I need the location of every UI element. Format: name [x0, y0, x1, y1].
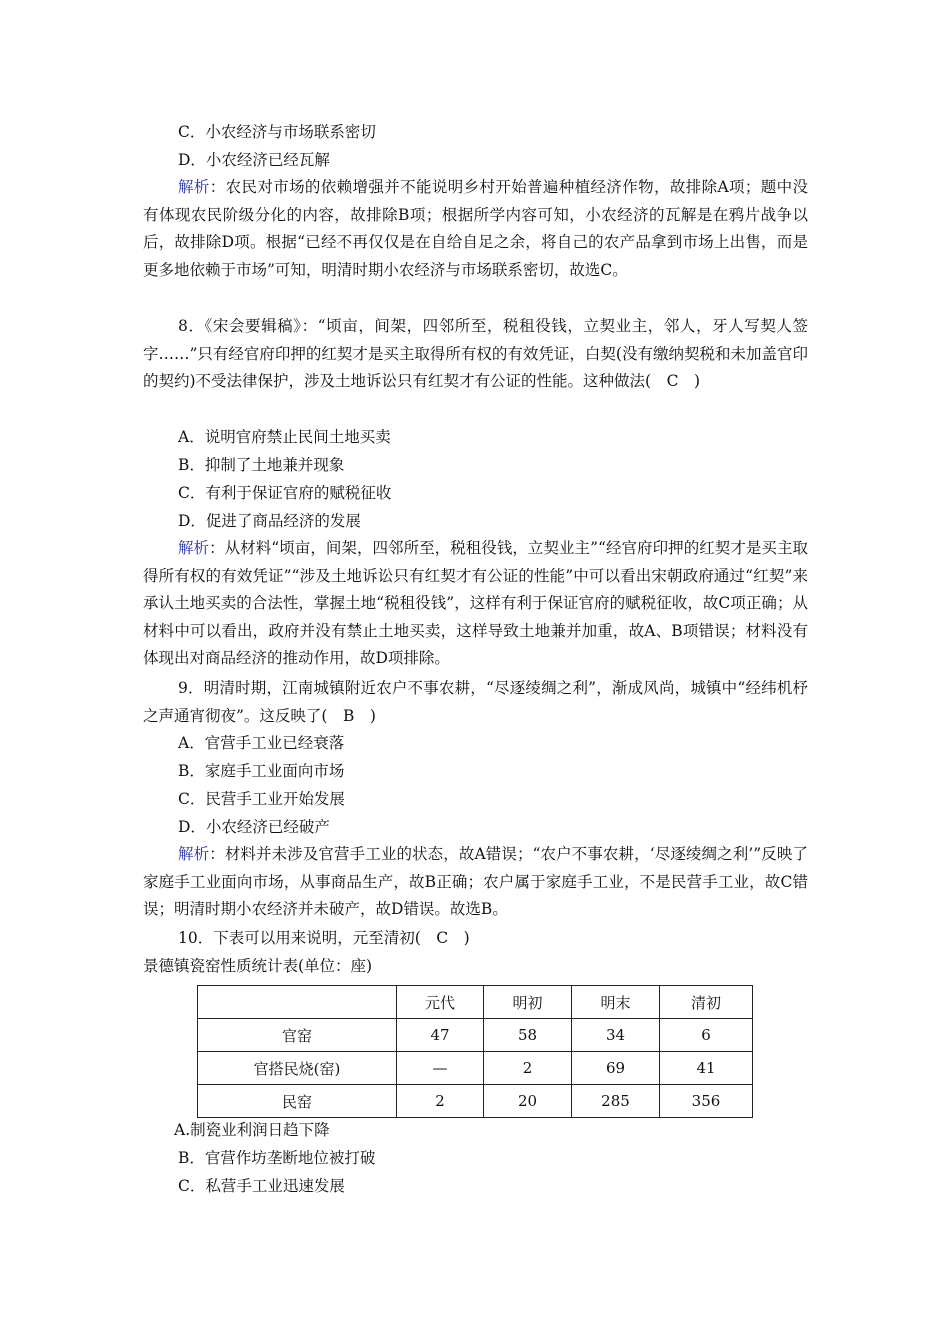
- table-header-cell: 明末: [572, 986, 660, 1019]
- q8-stem: 8．《宋会要辑稿》：“顷亩，间架，四邻所至，税租役钱，立契业主，邻人，牙人写契人签字……”只有经官府印押的红契才是买主取得所有权的有效凭证，白契(没有缴纳契税和未加盖官印的契约)不受法律保护，涉及土地诉讼只有红契才有公证的性能。这种做法( C ): [143, 317, 808, 390]
- table-header-cell: 清初: [660, 986, 753, 1019]
- q9-analysis: [143, 841, 808, 924]
- q9-option-d: D．小农经济已经破产: [178, 818, 330, 836]
- analysis-text: ：材料并未涉及官营手工业的状态，故A错误；“农户不事农耕，‘尽逐绫绸之利’”反映了家庭手工业面向市场，从事商品生产，故B正确；农户属于家庭手工业，不是民营手工业，故C错误；明清时期小农经济并未破产，故D错误。故选B。: [143, 845, 808, 918]
- q8-analysis: [143, 535, 808, 673]
- table-cell: 34: [572, 1019, 660, 1052]
- table-cell: 69: [572, 1052, 660, 1085]
- q7-analysis: [143, 174, 808, 284]
- q9-option-c: C．民营手工业开始发展: [178, 790, 345, 808]
- q10-option-c: C．私营手工业迅速发展: [178, 1177, 345, 1195]
- table-row: [198, 1085, 753, 1118]
- table-cell: 285: [572, 1085, 660, 1118]
- q8-option-a: A．说明官府禁止民间土地买卖: [178, 428, 391, 446]
- q9-option-a: A．官营手工业已经衰落: [178, 734, 345, 752]
- table-cell: 47: [397, 1019, 484, 1052]
- table-row: [198, 1019, 753, 1052]
- table-cell: 民窑: [198, 1085, 397, 1118]
- table-cell: 41: [660, 1052, 753, 1085]
- analysis-label: 解析: [178, 539, 210, 557]
- q7-option-c: C．小农经济与市场联系密切: [178, 123, 376, 141]
- table-title: 景德镇瓷窑性质统计表(单位：座): [143, 957, 373, 975]
- table-cell: 2: [484, 1052, 572, 1085]
- q9-stem: 9．明清时期，江南城镇附近农户不事农耕，“尽逐绫绸之利”，渐成风尚，城镇中“经纬机杼之声通宵彻夜”。这反映了( B ): [143, 679, 808, 725]
- q8-option-b: B．抑制了土地兼并现象: [178, 456, 345, 474]
- analysis-text: ：从材料“顷亩，间架，四邻所至，税租役钱，立契业主”“经官府印押的红契才是买主取得所有权的有效凭证”“涉及土地诉讼只有红契才有公证的性能”中可以看出宋朝政府通过“红契”来承认土地买卖的合法性，掌握土地“税租役钱”，这样有利于保证官府的赋税征收，故C项正确；从材料中可以看出，政府并没有禁止土地买卖，这样导致土地兼并加重，故A、B项错误；材料没有体现出对商品经济的推动作用，故D项排除。: [143, 539, 808, 667]
- q10-stem: 10．下表可以用来说明，元至清初( C ): [178, 929, 470, 947]
- q10-option-b: B．官营作坊垄断地位被打破: [178, 1149, 376, 1167]
- kiln-statistics-table: [197, 985, 753, 1118]
- analysis-label: 解析: [178, 845, 210, 863]
- table-header-row: [198, 986, 753, 1019]
- table-cell: 官窑: [198, 1019, 397, 1052]
- q7-option-d: D．小农经济已经瓦解: [178, 151, 330, 169]
- table-cell: 6: [660, 1019, 753, 1052]
- table-header-cell: 元代: [397, 986, 484, 1019]
- analysis-text: ：农民对市场的依赖增强并不能说明乡村开始普遍种植经济作物，故排除A项；题中没有体现农民阶级分化的内容，故排除B项；根据所学内容可知，小农经济的瓦解是在鸦片战争以后，故排除D项。根据“已经不再仅仅是在自给自足之余，将自己的农产品拿到市场上出售，而是更多地依赖于市场”可知，明清时期小农经济与市场联系密切，故选C。: [143, 178, 808, 279]
- analysis-label: 解析: [178, 178, 210, 196]
- table-cell: 58: [484, 1019, 572, 1052]
- table-header-cell: [198, 986, 397, 1019]
- table-cell: 2: [397, 1085, 484, 1118]
- table-cell: 356: [660, 1085, 753, 1118]
- q10-option-a: A.制瓷业利润日趋下降: [174, 1121, 330, 1139]
- table-cell: 20: [484, 1085, 572, 1118]
- table-cell: —: [397, 1052, 484, 1085]
- q8-option-d: D．促进了商品经济的发展: [178, 512, 361, 530]
- q8-option-c: C．有利于保证官府的赋税征收: [178, 484, 392, 502]
- q9-option-b: B．家庭手工业面向市场: [178, 762, 345, 780]
- table-header-cell: 明初: [484, 986, 572, 1019]
- table-row: [198, 1052, 753, 1085]
- table-cell: 官搭民烧(窑): [198, 1052, 397, 1085]
